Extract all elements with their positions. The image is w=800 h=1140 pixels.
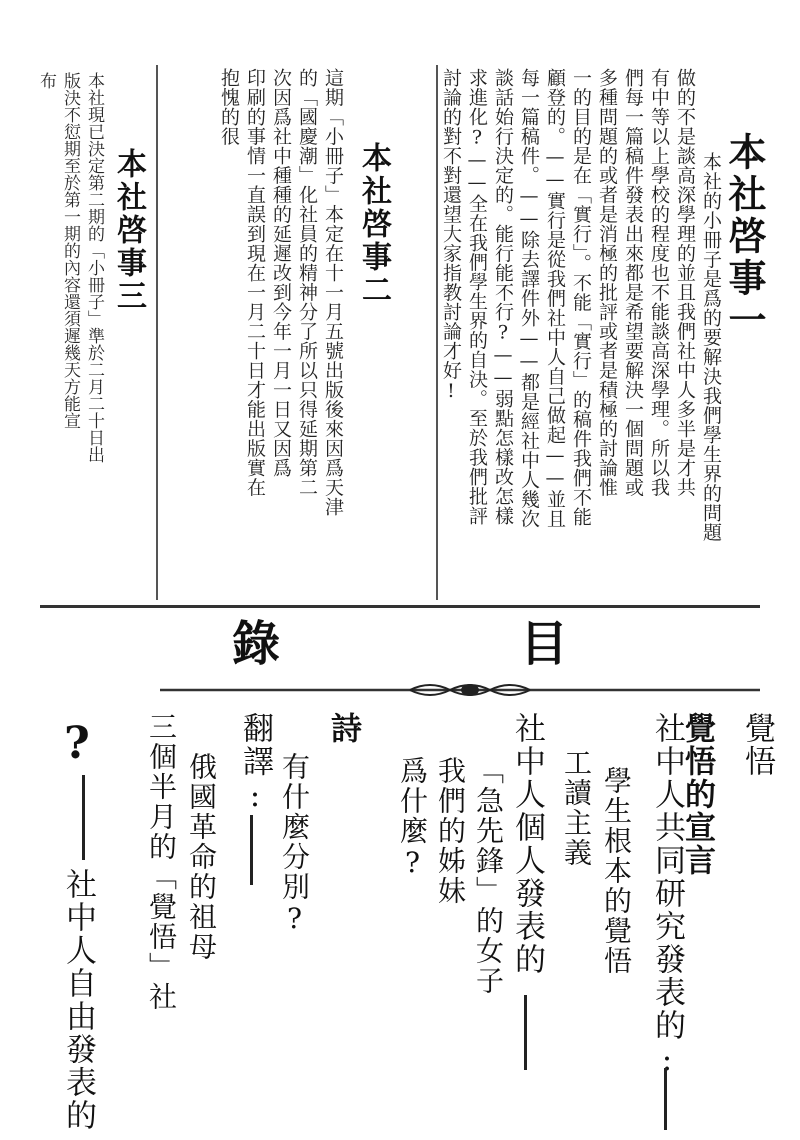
toc-dash-individual [524, 995, 527, 1070]
notice2-line-3: 次因爲社中種種的延遲改到今年一月一日又因爲 [270, 68, 292, 478]
section-divider [40, 605, 760, 608]
notice2-line-1: 這期「小冊子」本定在十一月五號出版後來因爲天津 [322, 68, 344, 517]
notice3-line-3: 布 [36, 72, 56, 89]
toc-sub-our-sisters: 我們的姊妹 [434, 756, 467, 906]
toc-item-three-months: 三個半月的「覺悟」社 [145, 712, 178, 1012]
toc-question-mark: ? [64, 718, 90, 769]
toc-item-declaration: 覺悟的宣言 [679, 712, 715, 877]
toc-item-joint-research: 社中人共同研究發表的: [649, 712, 685, 1080]
toc-dash-free [82, 775, 85, 860]
toc-item-grandmother: 俄國革命的祖母 [185, 752, 218, 962]
notice1-line-2: 做的不是談高深學理的並且我們社中人多半是才共 [674, 68, 696, 497]
notice1-line-3: 有中等以上學校的程度也不能談高深學理。所以我 [648, 68, 670, 497]
notice1-line-4: 們每一篇稿件發表出來都是希望要解決一個問題或 [622, 68, 644, 497]
toc-sub-why: 爲什麼? [396, 756, 429, 881]
notice1-line-6: 一的目的是在「實行」。不能「實行」的稿件我們不能 [570, 68, 592, 527]
notice2-line-5: 抱愧的很 [218, 68, 240, 146]
toc-section-poetry: 詩 [325, 712, 361, 745]
toc-item-free-publication: 社中人自由發表的 [60, 868, 96, 1132]
toc-dash-joint [664, 1068, 667, 1130]
notice3-line-1: 本社現已決定第二期的「小冊子」準於二月二十日出 [84, 72, 104, 463]
notice1-line-8: 每一篇稿件。——除去譯件外——都是經社中人幾次 [518, 68, 540, 529]
toc-heading-first: 目 [520, 616, 569, 672]
notice1-line-1: 本社的小冊子是爲的要解決我們學生界的問題 [700, 152, 722, 542]
toc-section-awakening: 覺悟 [739, 712, 775, 778]
notice1-line-11: 討論的對不對還望大家指教討論才好! [440, 68, 462, 403]
toc-dash-translation [250, 815, 253, 885]
notice2-title: 本社啓事二 [356, 142, 391, 307]
toc-item-difference: 有什麼分別? [278, 752, 311, 937]
notice3-line-2: 版決不愆期至於第一期的內容還須遲幾天方能宣 [60, 72, 80, 429]
notice2-line-2: 的「國慶潮」化社員的精神分了所以只得延期第二 [296, 68, 318, 497]
toc-heading-second: 錄 [232, 616, 281, 672]
notice1-line-7: 顧登的。——實行是從我們社中人自己做起——並且 [544, 68, 566, 529]
notice1-title: 本社啓事一 [722, 132, 767, 342]
notice1-line-9: 談話始行決定的。能行能不行?——弱點怎樣改怎樣 [492, 68, 514, 526]
toc-item-individual: 社中人個人發表的 [509, 712, 545, 976]
notice1-line-5: 多種問題的或者是消極的批評或者是積極的討論惟 [596, 68, 618, 497]
notice3-title: 本社啓事三 [111, 148, 146, 313]
column-divider-1 [436, 65, 438, 600]
notice2-line-4: 印刷的事情一直誤到現在一月二十日才能出版實在 [244, 68, 266, 497]
notice1-line-10: 求進化?——全在我們學生界的自決。至於我們批評 [466, 68, 488, 526]
toc-sub-student-awakening: 學生根本的覺悟 [600, 766, 633, 976]
toc-sub-vanguard-women: 「急先鋒」的女子 [472, 756, 505, 996]
toc-section-translation: 翻譯: [237, 712, 273, 816]
toc-sub-work-study: 工讀主義 [560, 748, 593, 868]
ornamental-divider [160, 680, 760, 700]
column-divider-2 [156, 65, 158, 600]
